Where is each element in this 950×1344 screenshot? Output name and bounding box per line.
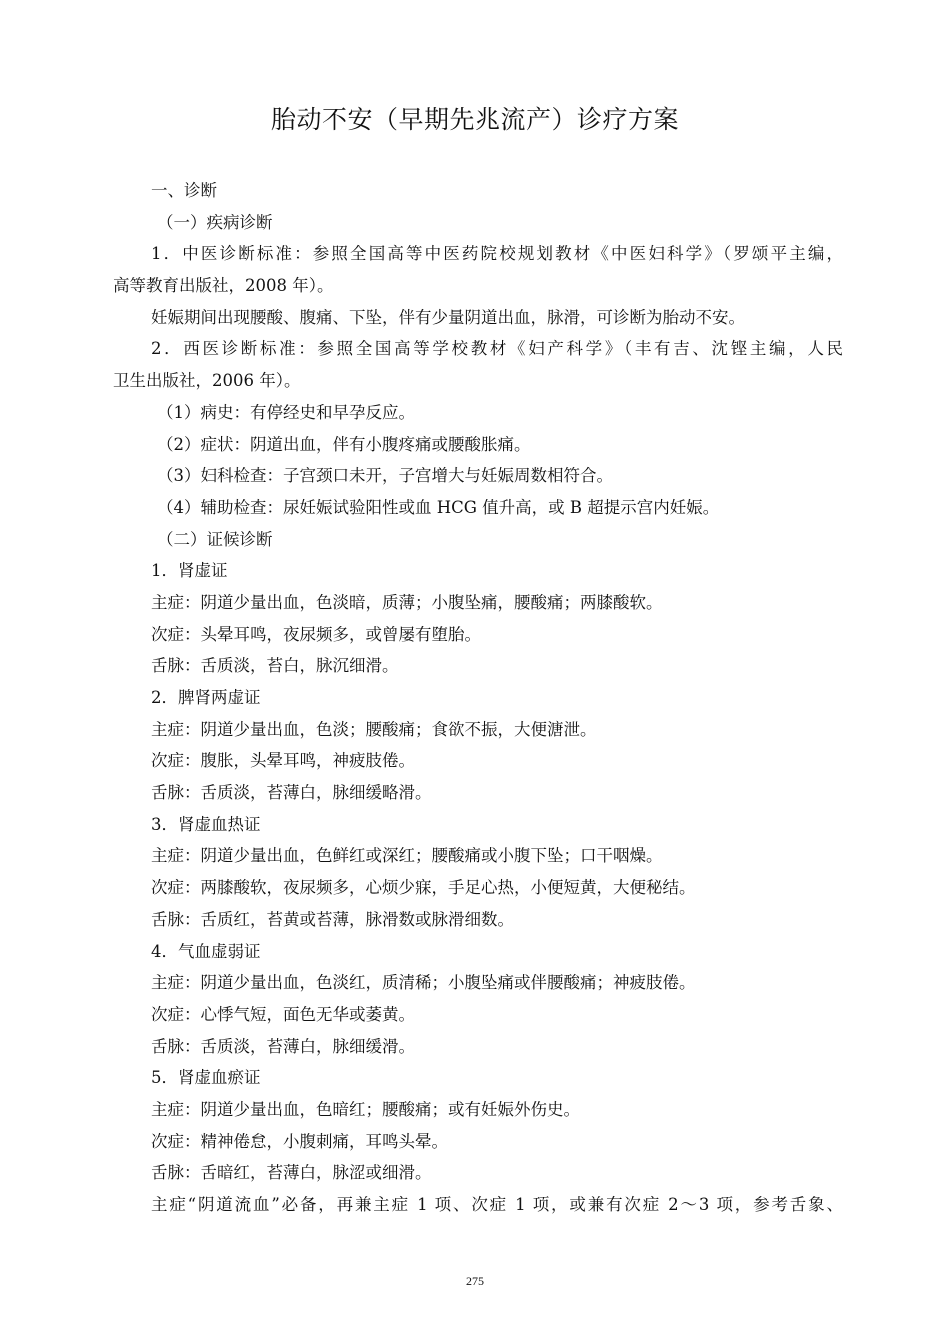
paragraph-line: 次症：两膝酸软，夜尿频多，心烦少寐，手足心热，小便短黄，大便秘结。 (151, 878, 696, 898)
paragraph-line: 主症“阴道流血”必备，再兼主症 1 项、次症 1 项，或兼有次症 2～3 项，参考舌象、 (151, 1195, 843, 1214)
paragraph-line: 次症：心悸气短，面色无华或萎黄。 (151, 1004, 415, 1024)
paragraph-line: 舌脉：舌暗红，苔薄白，脉涩或细滑。 (151, 1163, 432, 1183)
list-item: （4）辅助检查：尿妊娠试验阳性或血 HCG 值升高，或 B 超提示宫内妊娠。 (157, 497, 720, 517)
paragraph-line: 高等教育出版社，2008 年）。 (113, 276, 334, 296)
document-body (113, 175, 843, 1221)
paragraph-line: 1．中医诊断标准：参照全国高等中医药院校规划教材《中医妇科学》（罗颂平主编， (151, 244, 843, 264)
paragraph-line: 舌脉：舌质淡，苔白，脉沉细滑。 (151, 656, 399, 676)
subsection-heading: （一）疾病诊断 (157, 212, 273, 232)
paragraph-line: 妊娠期间出现腰酸、腹痛、下坠，伴有少量阴道出血，脉滑，可诊断为胎动不安。 (151, 307, 745, 327)
section-heading: 一、诊断 (151, 181, 217, 200)
paragraph-line: 次症：头晕耳鸣，夜尿频多，或曾屡有堕胎。 (151, 624, 481, 644)
paragraph-line: 主症：阴道少量出血，色暗红；腰酸痛；或有妊娠外伤史。 (151, 1099, 580, 1119)
syndrome-heading: 3．肾虚血热证 (151, 814, 261, 834)
paragraph-line: 舌脉：舌质淡，苔薄白，脉细缓滑。 (151, 1036, 415, 1056)
paragraph-line: 2．西医诊断标准：参照全国高等学校教材《妇产科学》（丰有吉、沈铿主编，人民 (151, 339, 843, 359)
paragraph-line: 主症：阴道少量出血，色淡红，质清稀；小腹坠痛或伴腰酸痛；神疲肢倦。 (151, 973, 696, 993)
subsection-heading: （二）证候诊断 (157, 529, 273, 549)
paragraph-line: 主症：阴道少量出血，色淡暗，质薄；小腹坠痛，腰酸痛；两膝酸软。 (151, 592, 663, 612)
paragraph-line: 次症：精神倦怠，小腹刺痛，耳鸣头晕。 (151, 1131, 448, 1151)
paragraph-line: 次症：腹胀，头晕耳鸣，神疲肢倦。 (151, 751, 415, 771)
syndrome-heading: 1．肾虚证 (151, 561, 228, 581)
syndrome-heading: 5．肾虚血瘀证 (151, 1068, 261, 1088)
syndrome-heading: 2．脾肾两虚证 (151, 688, 261, 707)
paragraph-line: 主症：阴道少量出血，色淡；腰酸痛；食欲不振，大便溏泄。 (151, 719, 597, 739)
syndrome-heading: 4．气血虚弱证 (151, 941, 261, 961)
paragraph-line: 舌脉：舌质淡，苔薄白，脉细缓略滑。 (151, 783, 432, 803)
list-item: （2）症状：阴道出血，伴有小腹疼痛或腰酸胀痛。 (157, 434, 531, 454)
list-item: （1）病史：有停经史和早孕反应。 (157, 402, 415, 422)
paragraph-line: 主症：阴道少量出血，色鲜红或深红；腰酸痛或小腹下坠；口干咽燥。 (151, 846, 663, 866)
paragraph-line: 舌脉：舌质红，苔黄或苔薄，脉滑数或脉滑细数。 (151, 909, 514, 929)
document-title: 胎动不安（早期先兆流产）诊疗方案 (270, 105, 679, 134)
page-number: 275 (466, 1274, 484, 1288)
paragraph-line: 卫生出版社，2006 年）。 (113, 371, 301, 391)
list-item: （3）妇科检查：子宫颈口未开，子宫增大与妊娠周数相符合。 (157, 466, 613, 486)
